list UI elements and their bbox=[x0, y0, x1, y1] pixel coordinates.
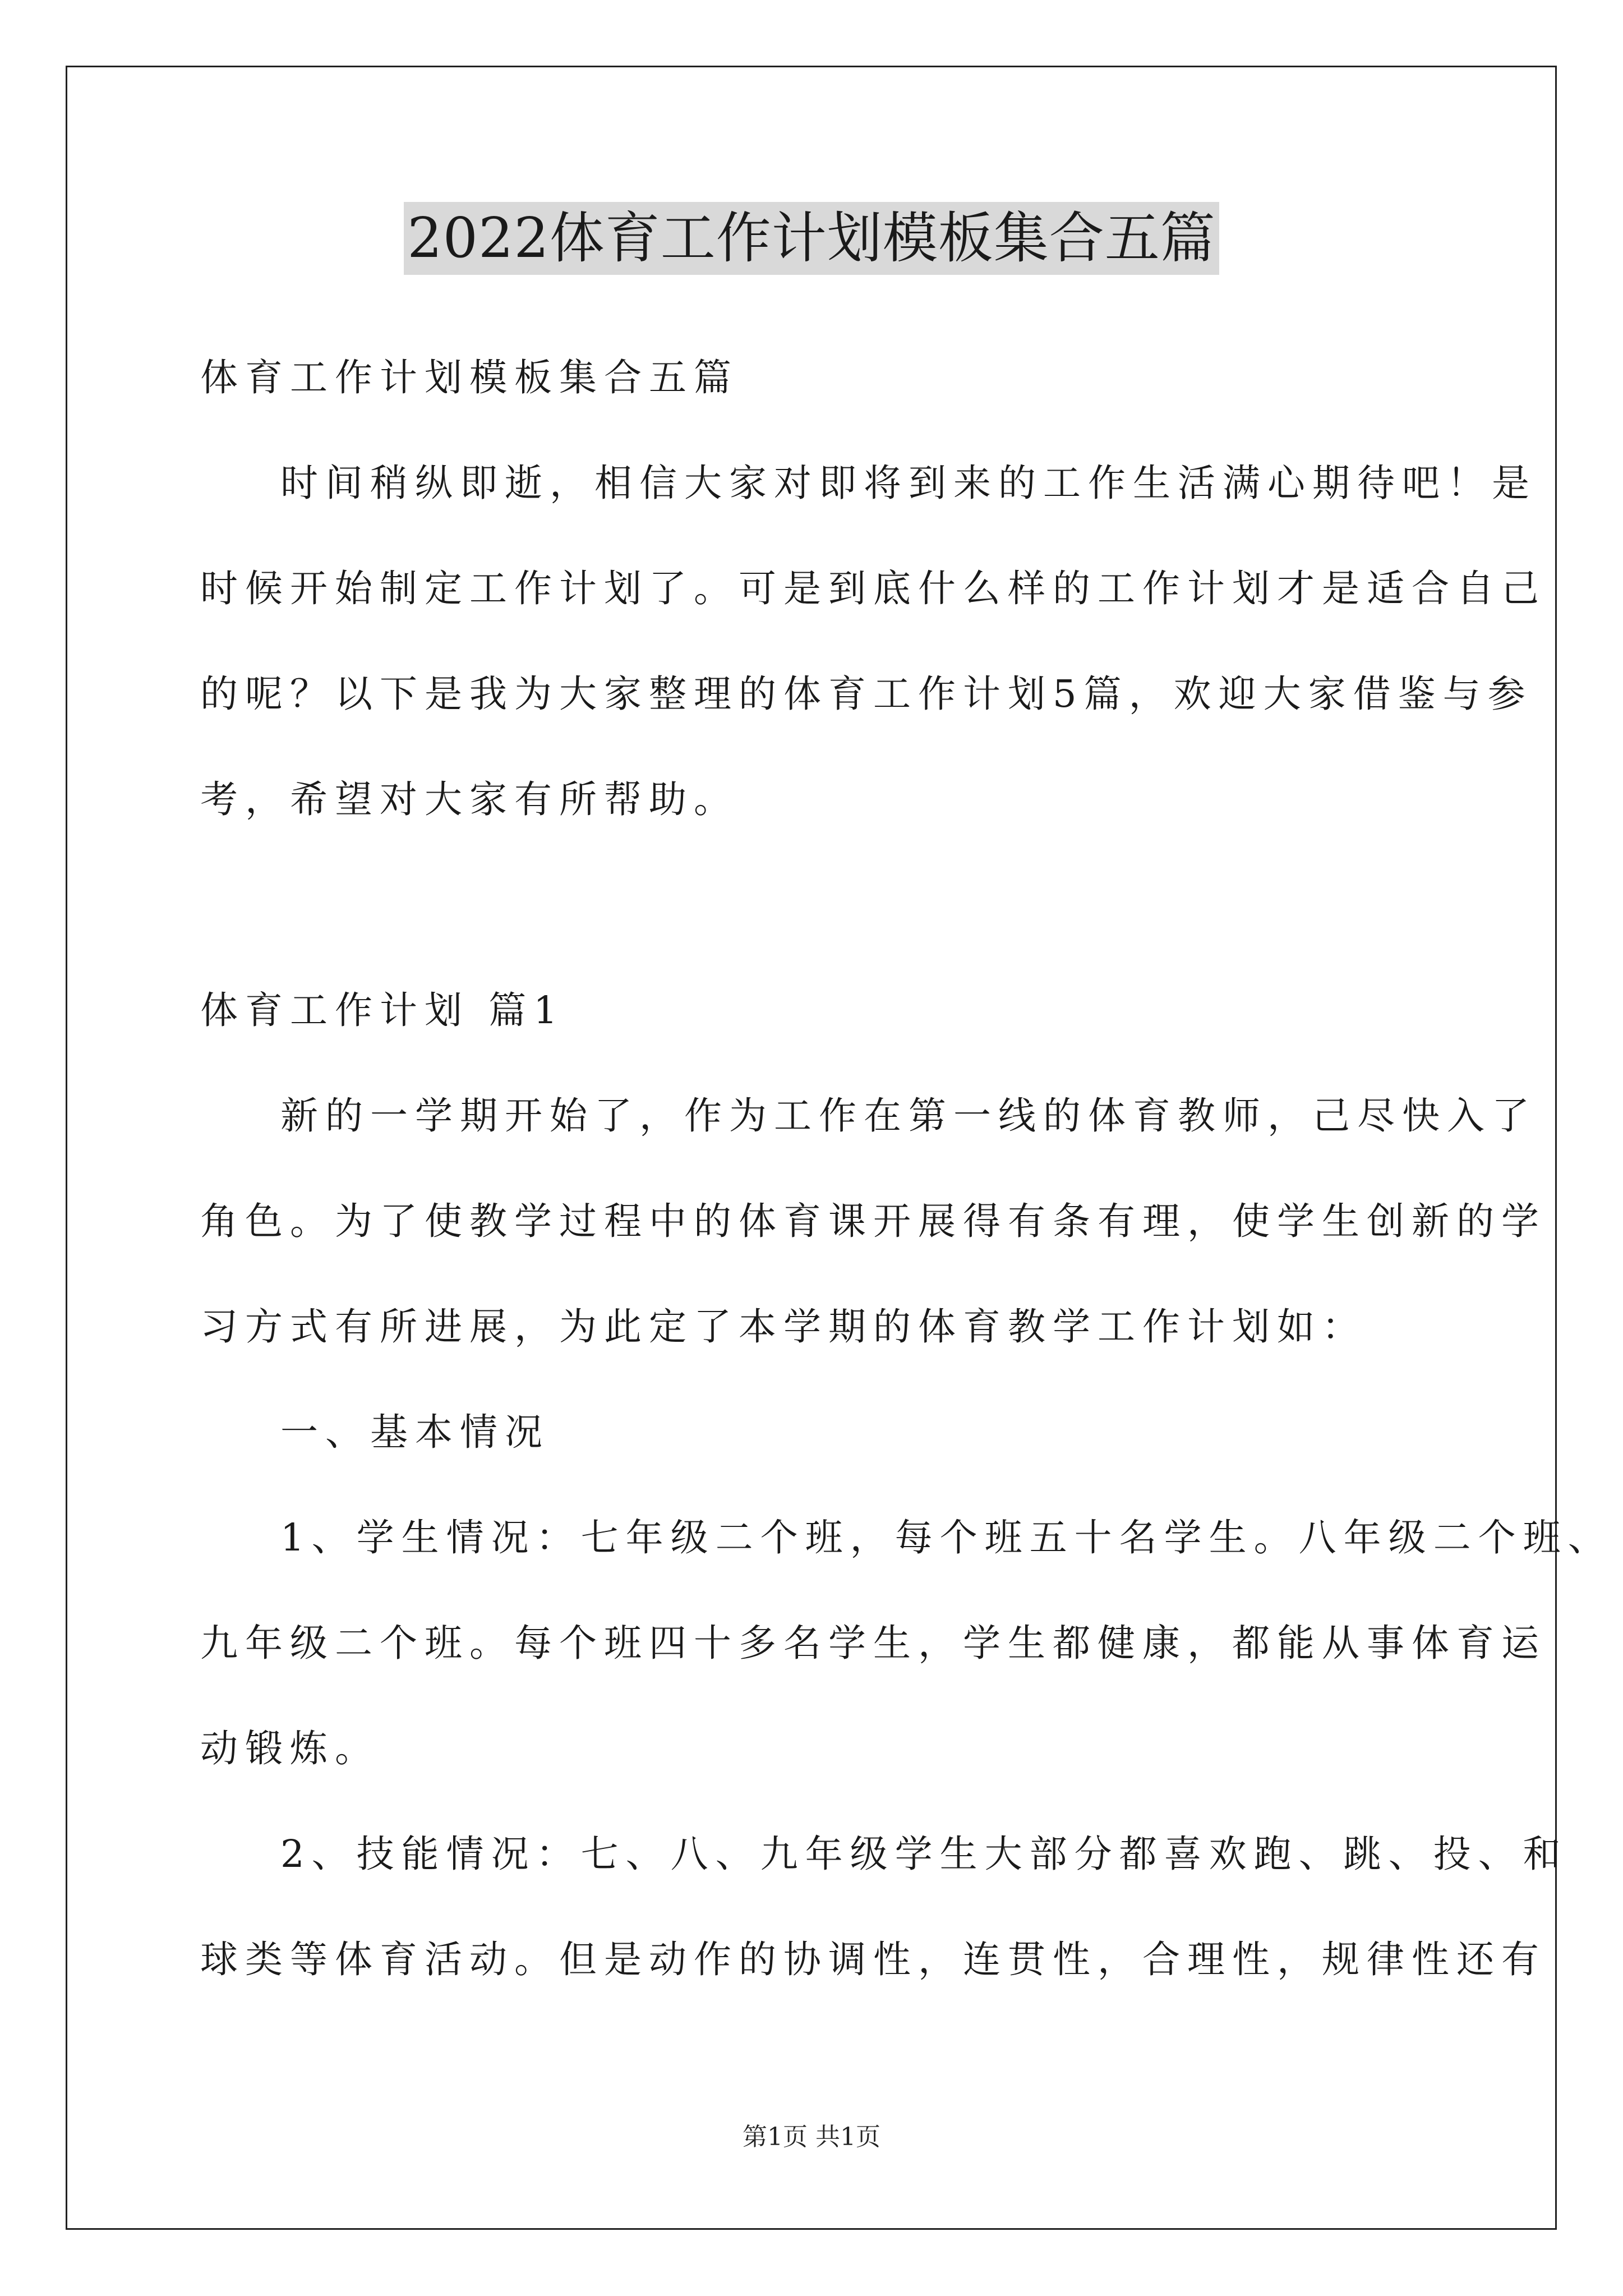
intro-line-1: 时间稍纵即逝，相信大家对即将到来的工作生活满心期待吧！是 bbox=[280, 461, 1537, 505]
document-title: 2022体育工作计划模板集合五篇 bbox=[404, 202, 1219, 275]
para1-line-2: 角色。为了使教学过程中的体育课开展得有条有理，使学生创新的学 bbox=[200, 1199, 1546, 1243]
document-subtitle: 体育工作计划模板集合五篇 bbox=[200, 356, 739, 399]
para1-line-3: 习方式有所进展，为此定了本学期的体育教学工作计划如： bbox=[200, 1305, 1367, 1349]
item2-line-2: 球类等体育活动。但是动作的协调性，连贯性，合理性，规律性还有 bbox=[200, 1938, 1546, 1981]
item1-line-2: 九年级二个班。每个班四十多名学生，学生都健康，都能从事体育运 bbox=[200, 1621, 1546, 1665]
item2-line-1: 2、技能情况：七、八、九年级学生大部分都喜欢跑、跳、投、和 bbox=[280, 1832, 1568, 1876]
page-number-footer: 第1页 共1页 bbox=[743, 2123, 880, 2151]
intro-line-2: 时候开始制定工作计划了。可是到底什么样的工作计划才是适合自己 bbox=[200, 567, 1546, 610]
title-container bbox=[0, 202, 1623, 275]
heading-basic-situation: 一、基本情况 bbox=[280, 1410, 550, 1454]
section-heading: 体育工作计划 篇1 bbox=[200, 988, 565, 1032]
item1-line-3: 动锻炼。 bbox=[200, 1727, 380, 1770]
intro-line-3: 的呢？以下是我为大家整理的体育工作计划5篇，欢迎大家借鉴与参 bbox=[200, 672, 1533, 716]
intro-line-4: 考，希望对大家有所帮助。 bbox=[200, 777, 739, 821]
para1-line-1: 新的一学期开始了，作为工作在第一线的体育教师，己尽快入了 bbox=[280, 1094, 1537, 1138]
item1-line-1: 1、学生情况：七年级二个班，每个班五十名学生。八年级二个班、 bbox=[280, 1516, 1613, 1559]
